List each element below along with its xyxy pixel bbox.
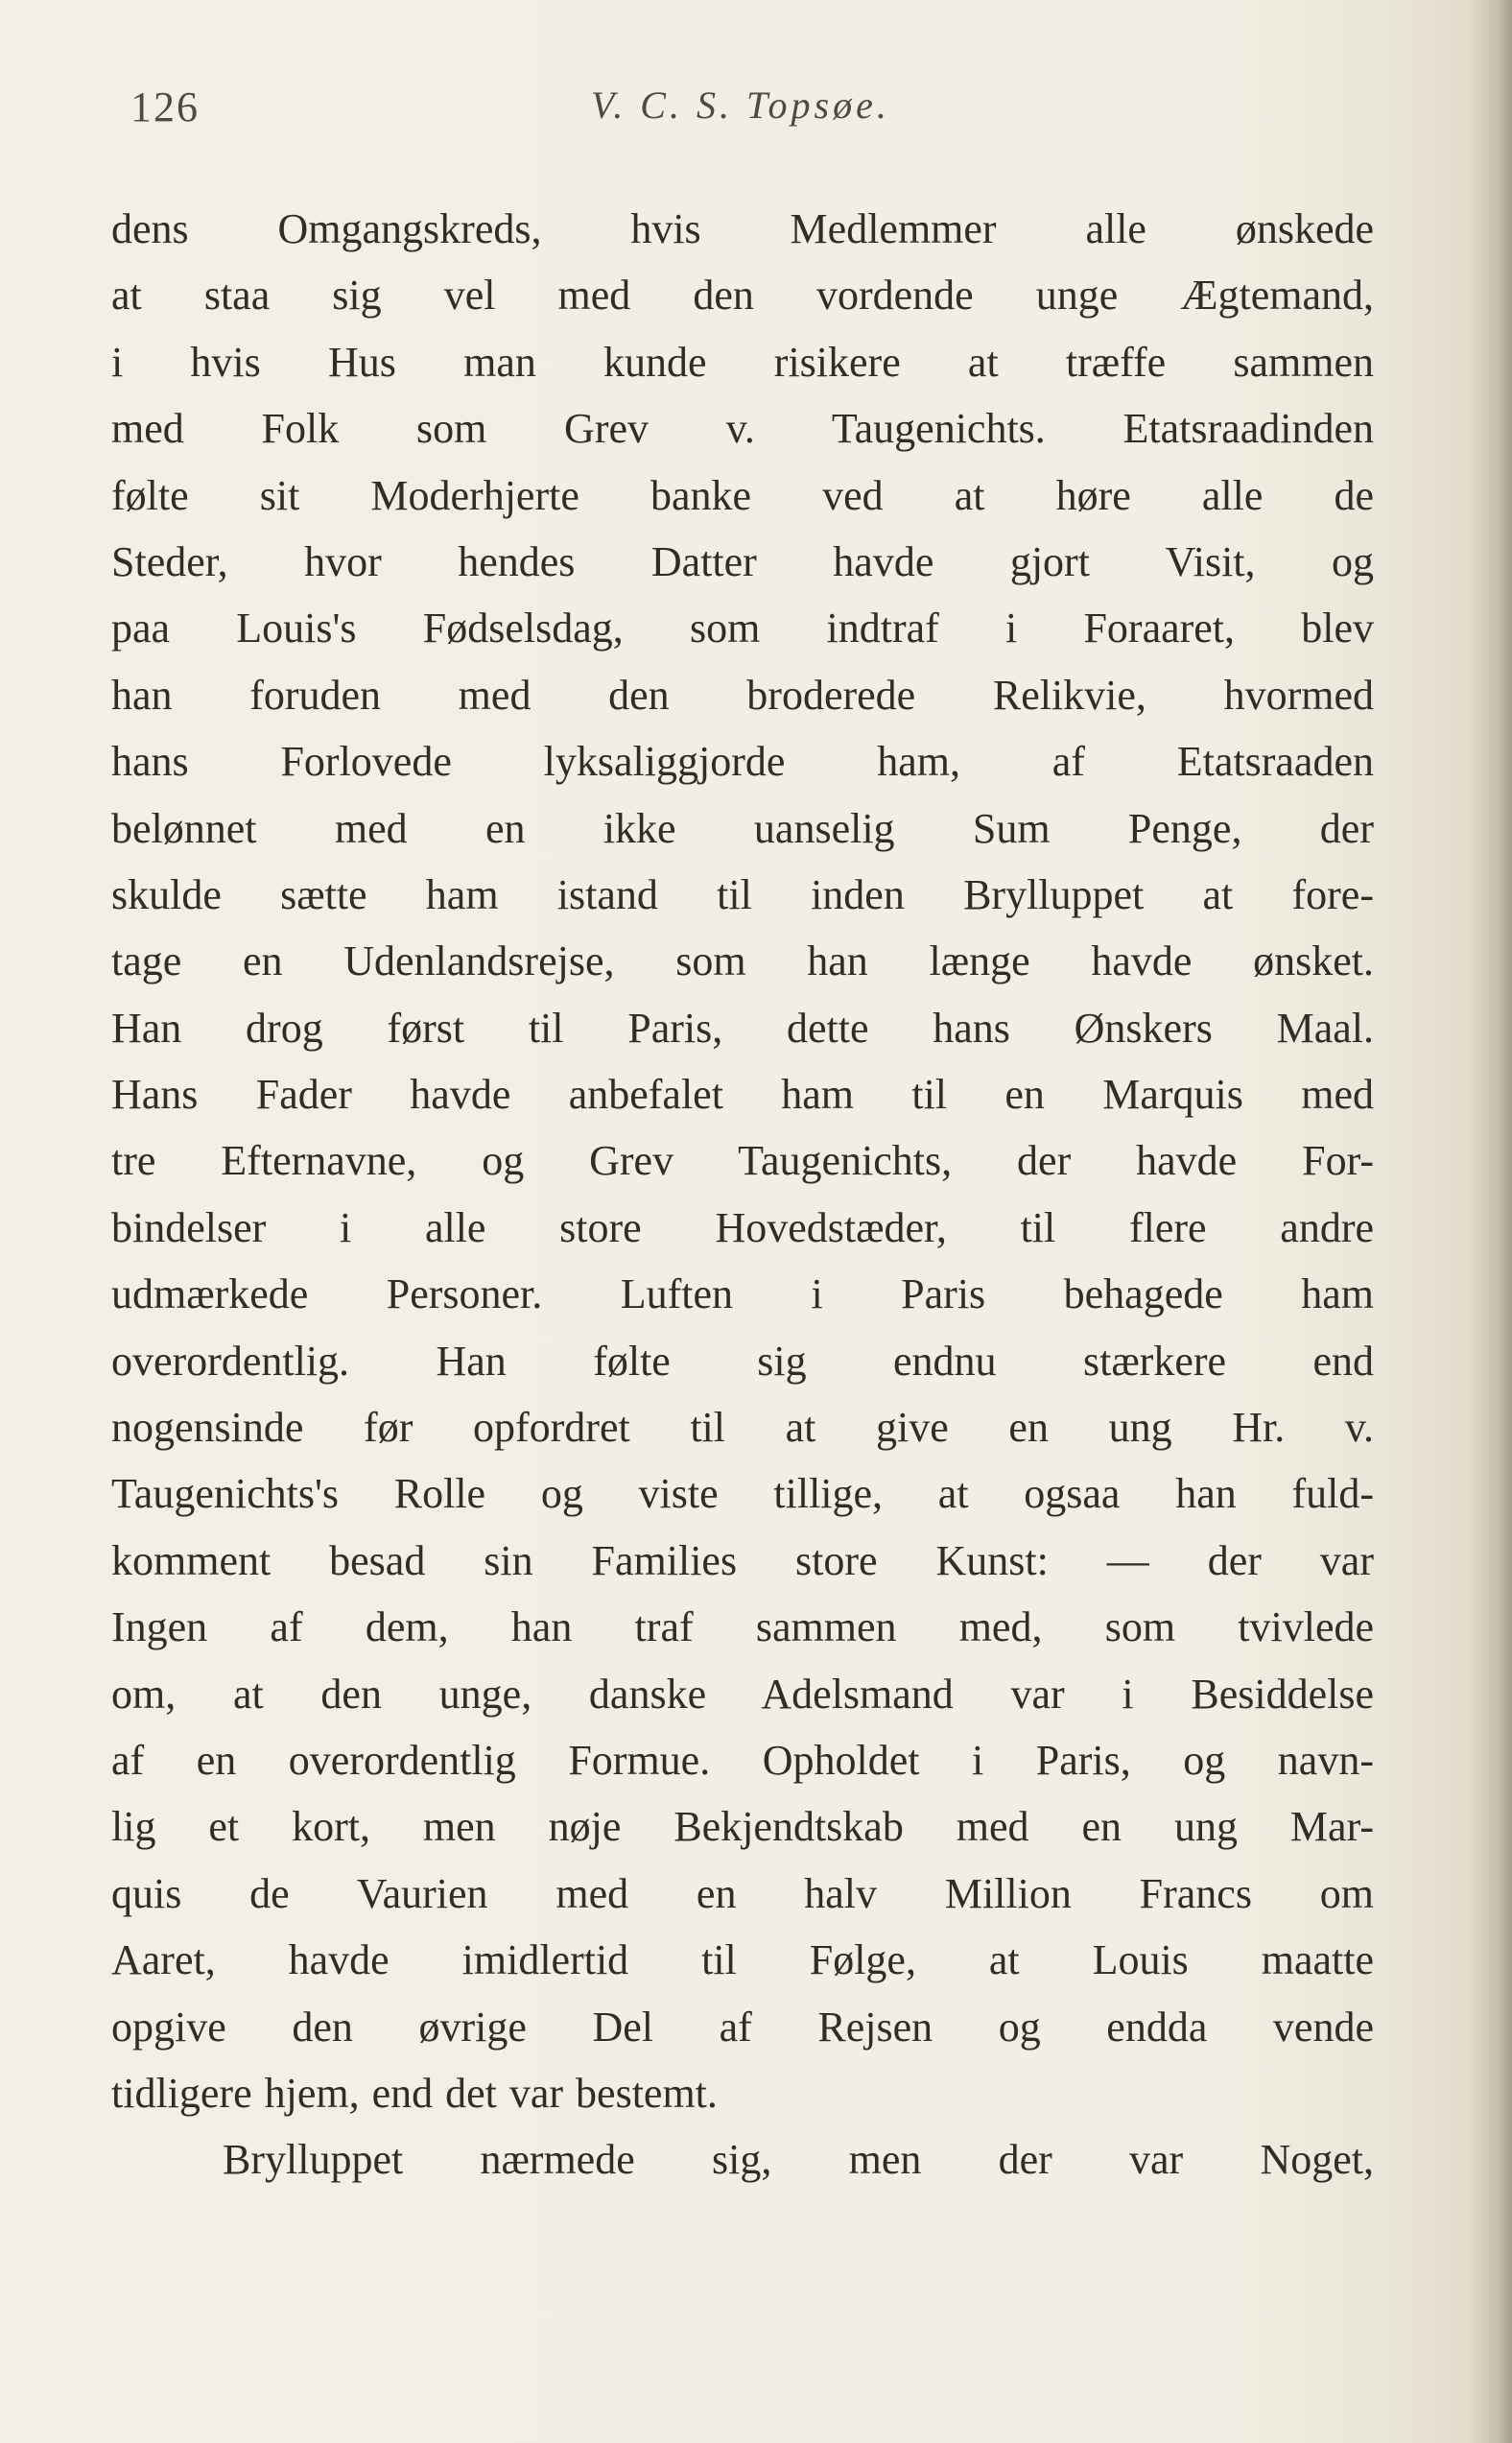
text-line: at staa sig vel med den vordende unge Ægtemand,: [111, 272, 1374, 320]
text-line: lig et kort, men nøje Bekjendtskab med en ung Mar-: [111, 1803, 1374, 1851]
page-number: 126: [130, 83, 200, 130]
page-header: [130, 83, 1368, 140]
text-line: Han drog først til Paris, dette hans Ønskers Maal.: [111, 1004, 1374, 1052]
text-line: paa Louis's Fødselsdag, som indtraf i Foraaret, blev: [111, 605, 1374, 652]
text-line: dens Omgangskreds, hvis Medlemmer alle ønskede: [111, 205, 1374, 252]
text-line: quis de Vaurien med en halv Million Francs om: [111, 1869, 1374, 1917]
text-line: Hans Fader havde anbefalet ham til en Marquis med: [111, 1071, 1374, 1119]
text-line: skulde sætte ham istand til inden Brylluppet at fore-: [111, 870, 1374, 918]
text-line: nogensinde før opfordret til at give en ung Hr. v.: [111, 1404, 1374, 1452]
text-line: opgive den øvrige Del af Rejsen og endda vende: [111, 2003, 1374, 2051]
text-line: tre Efternavne, og Grev Taugenichts, der havde For-: [111, 1137, 1374, 1185]
text-line: han foruden med den broderede Relikvie, hvormed: [111, 671, 1374, 719]
body-text: [111, 196, 1374, 2194]
text-line: komment besad sin Families store Kunst: — der var: [111, 1536, 1374, 1584]
text-line: belønnet med en ikke uanselig Sum Penge, der: [111, 804, 1374, 852]
text-line-paragraph-start: Brylluppet nærmede sig, men der var Noget,: [223, 2136, 1374, 2184]
text-line: af en overordentlig Formue. Opholdet i Paris, og navn-: [111, 1736, 1374, 1784]
text-line: overordentlig. Han følte sig endnu stærkere end: [111, 1337, 1374, 1385]
text-line: Ingen af dem, han traf sammen med, som tvivlede: [111, 1603, 1374, 1651]
text-line: Aaret, havde imidlertid til Følge, at Louis maatte: [111, 1936, 1374, 1984]
text-line: tage en Udenlandsrejse, som han længe havde ønsket.: [111, 937, 1374, 985]
text-line-paragraph-end: tidligere hjem, end det var bestemt.: [111, 2069, 718, 2117]
text-line: Taugenichts's Rolle og viste tillige, at ogsaa han fuld-: [111, 1470, 1374, 1518]
text-line: følte sit Moderhjerte banke ved at høre alle de: [111, 471, 1374, 519]
text-line: bindelser i alle store Hovedstæder, til flere andre: [111, 1203, 1374, 1251]
text-line: om, at den unge, danske Adelsmand var i Besiddelse: [111, 1670, 1374, 1718]
running-head: V. C. S. Topsøe.: [591, 83, 890, 127]
page-edge-shadow: [1470, 0, 1512, 2443]
text-line: udmærkede Personer. Luften i Paris behagede ham: [111, 1270, 1374, 1318]
text-line: hans Forlovede lyksaliggjorde ham, af Etatsraaden: [111, 738, 1374, 786]
text-line: i hvis Hus man kunde risikere at træffe sammen: [111, 338, 1374, 386]
text-line: med Folk som Grev v. Taugenichts. Etatsraadinden: [111, 405, 1374, 453]
text-line: Steder, hvor hendes Datter havde gjort Visit, og: [111, 537, 1374, 585]
